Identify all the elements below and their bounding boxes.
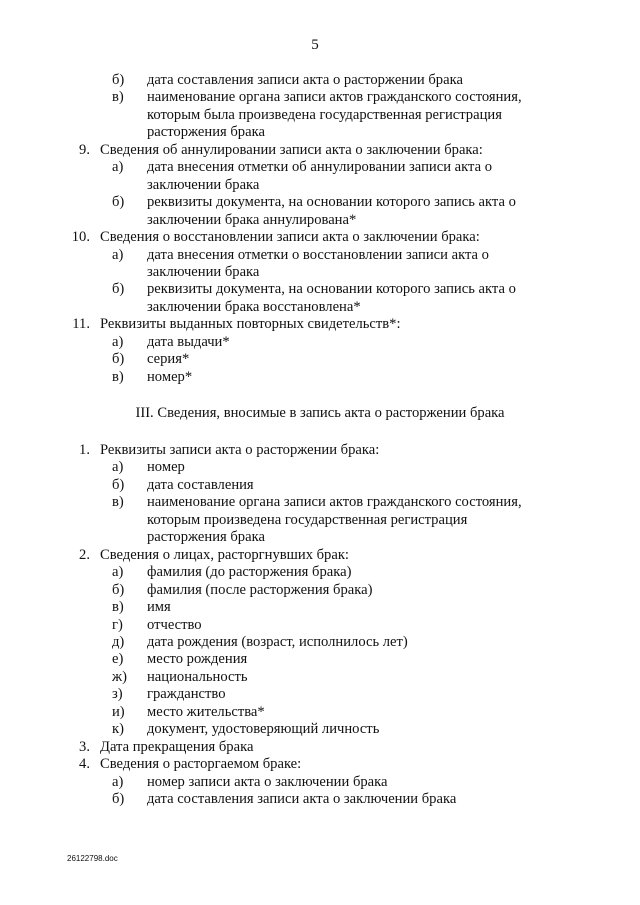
item-text: Сведения о восстановлении записи акта о заключении брака: bbox=[100, 229, 480, 246]
subitem-letter: ж) bbox=[112, 668, 127, 685]
item-text: Реквизиты записи акта о расторжении брака: bbox=[100, 442, 380, 458]
subitem-letter: а) bbox=[112, 159, 124, 176]
item-text: Сведения об аннулировании записи акта о заключении брака: bbox=[100, 141, 483, 158]
subitem-text: номер bbox=[147, 459, 185, 476]
item-number: 11. bbox=[72, 316, 90, 333]
subitem-text: которым произведена государственная регистрация bbox=[147, 511, 468, 528]
subitem-text: заключении брака аннулирована* bbox=[147, 211, 357, 228]
subitem-text: серия* bbox=[147, 351, 190, 368]
subitem-text: которым была произведена государственная регистрация bbox=[147, 106, 502, 123]
subitem-letter: а) bbox=[112, 246, 124, 263]
subitem-letter: и) bbox=[112, 703, 125, 720]
subitem-text: дата внесения отметки об аннулировании записи акта о bbox=[147, 159, 493, 176]
subitem-letter: в) bbox=[112, 368, 124, 385]
subitem-letter: б) bbox=[112, 581, 125, 598]
subitem-letter: в) bbox=[112, 494, 124, 511]
item-number: 2. bbox=[79, 546, 90, 563]
subitem-text: отчество bbox=[147, 616, 202, 633]
subitem-letter: з) bbox=[112, 686, 123, 703]
subitem-text: дата составления bbox=[147, 476, 254, 493]
subitem-letter: к) bbox=[112, 721, 124, 738]
subitem-text: заключении брака bbox=[147, 176, 260, 193]
subitem-letter: г) bbox=[112, 616, 123, 633]
subitem-text: гражданство bbox=[147, 686, 226, 703]
item-text: Дата прекращения брака bbox=[100, 738, 254, 755]
subitem-text: имя bbox=[147, 599, 171, 616]
subitem-text: дата составления записи акта о расторжении брака bbox=[147, 72, 463, 88]
item-number: 10. bbox=[71, 229, 90, 246]
item-text: Сведения о лицах, расторгнувших брак: bbox=[100, 546, 349, 563]
subitem-letter: б) bbox=[112, 194, 125, 211]
subitem-text: дата внесения отметки о восстановлении записи акта о bbox=[147, 246, 489, 263]
subitem-text: дата выдачи* bbox=[147, 333, 230, 350]
subitem-letter: б) bbox=[112, 72, 125, 88]
subitem-letter: в) bbox=[112, 89, 124, 106]
page-number: 5 bbox=[311, 37, 319, 53]
subitem-text: номер записи акта о заключении брака bbox=[147, 773, 388, 790]
subitem-text: наименование органа записи актов гражданского состояния, bbox=[147, 494, 522, 511]
item-number: 3. bbox=[79, 738, 90, 755]
file-name-footer: 26122798.doc bbox=[67, 854, 118, 863]
subitem-text: заключении брака bbox=[147, 263, 260, 280]
subitem-text: дата составления записи акта о заключении брака bbox=[147, 791, 457, 807]
subitem-text: расторжения брака bbox=[147, 124, 265, 141]
subitem-letter: а) bbox=[112, 773, 124, 790]
subitem-text: номер* bbox=[147, 368, 193, 385]
subitem-text: заключении брака восстановлена* bbox=[147, 298, 361, 315]
subitem-text: реквизиты документа, на основании которого запись акта о bbox=[147, 194, 516, 211]
subitem-text: реквизиты документа, на основании которого запись акта о bbox=[147, 281, 516, 298]
subitem-letter: б) bbox=[112, 351, 125, 368]
subitem-letter: в) bbox=[112, 599, 124, 616]
subitem-letter: б) bbox=[112, 476, 125, 493]
subitem-text: фамилия (после расторжения брака) bbox=[147, 581, 373, 598]
item-number: 1. bbox=[79, 442, 90, 458]
subitem-text: национальность bbox=[147, 668, 248, 685]
subitem-letter: д) bbox=[112, 633, 125, 650]
subitem-text: расторжения брака bbox=[147, 529, 265, 546]
subitem-text: место рождения bbox=[147, 651, 248, 668]
subitem-text: место жительства* bbox=[147, 703, 265, 720]
item-number: 4. bbox=[79, 756, 90, 773]
section-heading: III. Сведения, вносимые в запись акта о расторжении брака bbox=[135, 405, 505, 421]
subitem-text: документ, удостоверяющий личность bbox=[147, 721, 380, 738]
item-text: Реквизиты выданных повторных свидетельств*: bbox=[100, 316, 401, 333]
subitem-text: наименование органа записи актов гражданского состояния, bbox=[147, 89, 522, 106]
item-number: 9. bbox=[79, 141, 90, 158]
subitem-letter: а) bbox=[112, 333, 124, 350]
subitem-letter: а) bbox=[112, 459, 124, 476]
subitem-text: фамилия (до расторжения брака) bbox=[147, 564, 352, 581]
subitem-letter: е) bbox=[112, 651, 124, 668]
subitem-text: дата рождения (возраст, исполнилось лет) bbox=[147, 633, 408, 650]
subitem-letter: б) bbox=[112, 791, 125, 807]
subitem-letter: а) bbox=[112, 564, 124, 581]
item-text: Сведения о расторгаемом браке: bbox=[100, 756, 302, 773]
subitem-letter: б) bbox=[112, 281, 125, 298]
